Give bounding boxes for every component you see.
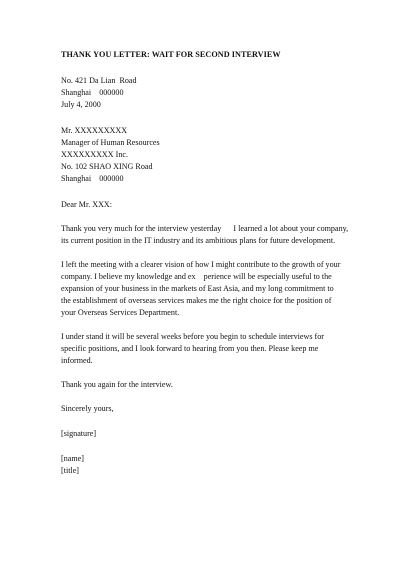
recipient-position: Manager of Human Resources	[61, 138, 160, 147]
recipient-city-line: Shanghai 000000	[61, 174, 124, 183]
paragraph-line: Thank you again for the interview.	[61, 380, 173, 389]
paragraph-line: informed.	[61, 356, 93, 365]
paragraph-3	[61, 331, 381, 367]
closing-text: Sincerely yours,	[61, 404, 114, 413]
paragraph-line: Thank you very much for the interview yesterday I learned a lot about your company,	[61, 224, 349, 233]
paragraph-4	[61, 379, 381, 391]
letter-content	[61, 49, 381, 477]
recipient-name: Mr. XXXXXXXXX	[61, 126, 128, 135]
paragraph-line: company. I believe my knowledge and ex perience will be especially useful to the	[61, 272, 332, 281]
title-placeholder: [title]	[61, 466, 79, 475]
paragraph-line: the establishment of overseas services makes me the right choice for the position of	[61, 296, 332, 305]
paragraph-line: expansion of your business in the markets of East Asia, and my long commitment to	[61, 284, 334, 293]
sender-address-line: No. 421 Da Lian Road	[61, 76, 137, 85]
letter-title: THANK YOU LETTER: WAIT FOR SECOND INTERVIEW	[61, 50, 281, 59]
sender-city-line: Shanghai 000000	[61, 88, 124, 97]
paragraph-2	[61, 259, 381, 319]
signature-block	[61, 428, 381, 440]
salutation-text: Dear Mr. XXX:	[61, 200, 113, 209]
signature-placeholder: [signature]	[61, 429, 97, 438]
letter-date: July 4, 2000	[61, 100, 101, 109]
paragraph-line: I under stand it will be several weeks before you begin to schedule interviews for	[61, 332, 324, 341]
salutation	[61, 199, 381, 211]
paragraph-1	[61, 223, 381, 247]
paragraph-line: I left the meeting with a clearer vision of how I might contribute to the growth of your	[61, 260, 341, 269]
paragraph-line: specific positions, and I look forward to hearing from you then. Please keep me	[61, 344, 319, 353]
recipient-company: XXXXXXXXX Inc.	[61, 150, 128, 159]
paragraph-line: your Overseas Services Department.	[61, 308, 180, 317]
sender-address	[61, 75, 381, 111]
recipient-address-line: No. 102 SHAO XING Road	[61, 162, 153, 171]
paragraph-line: its current position in the IT industry and its ambitious plans for future development.	[61, 236, 336, 245]
recipient-address	[61, 125, 381, 185]
name-title-block	[61, 453, 381, 477]
name-placeholder: [name]	[61, 454, 84, 463]
closing	[61, 403, 381, 415]
